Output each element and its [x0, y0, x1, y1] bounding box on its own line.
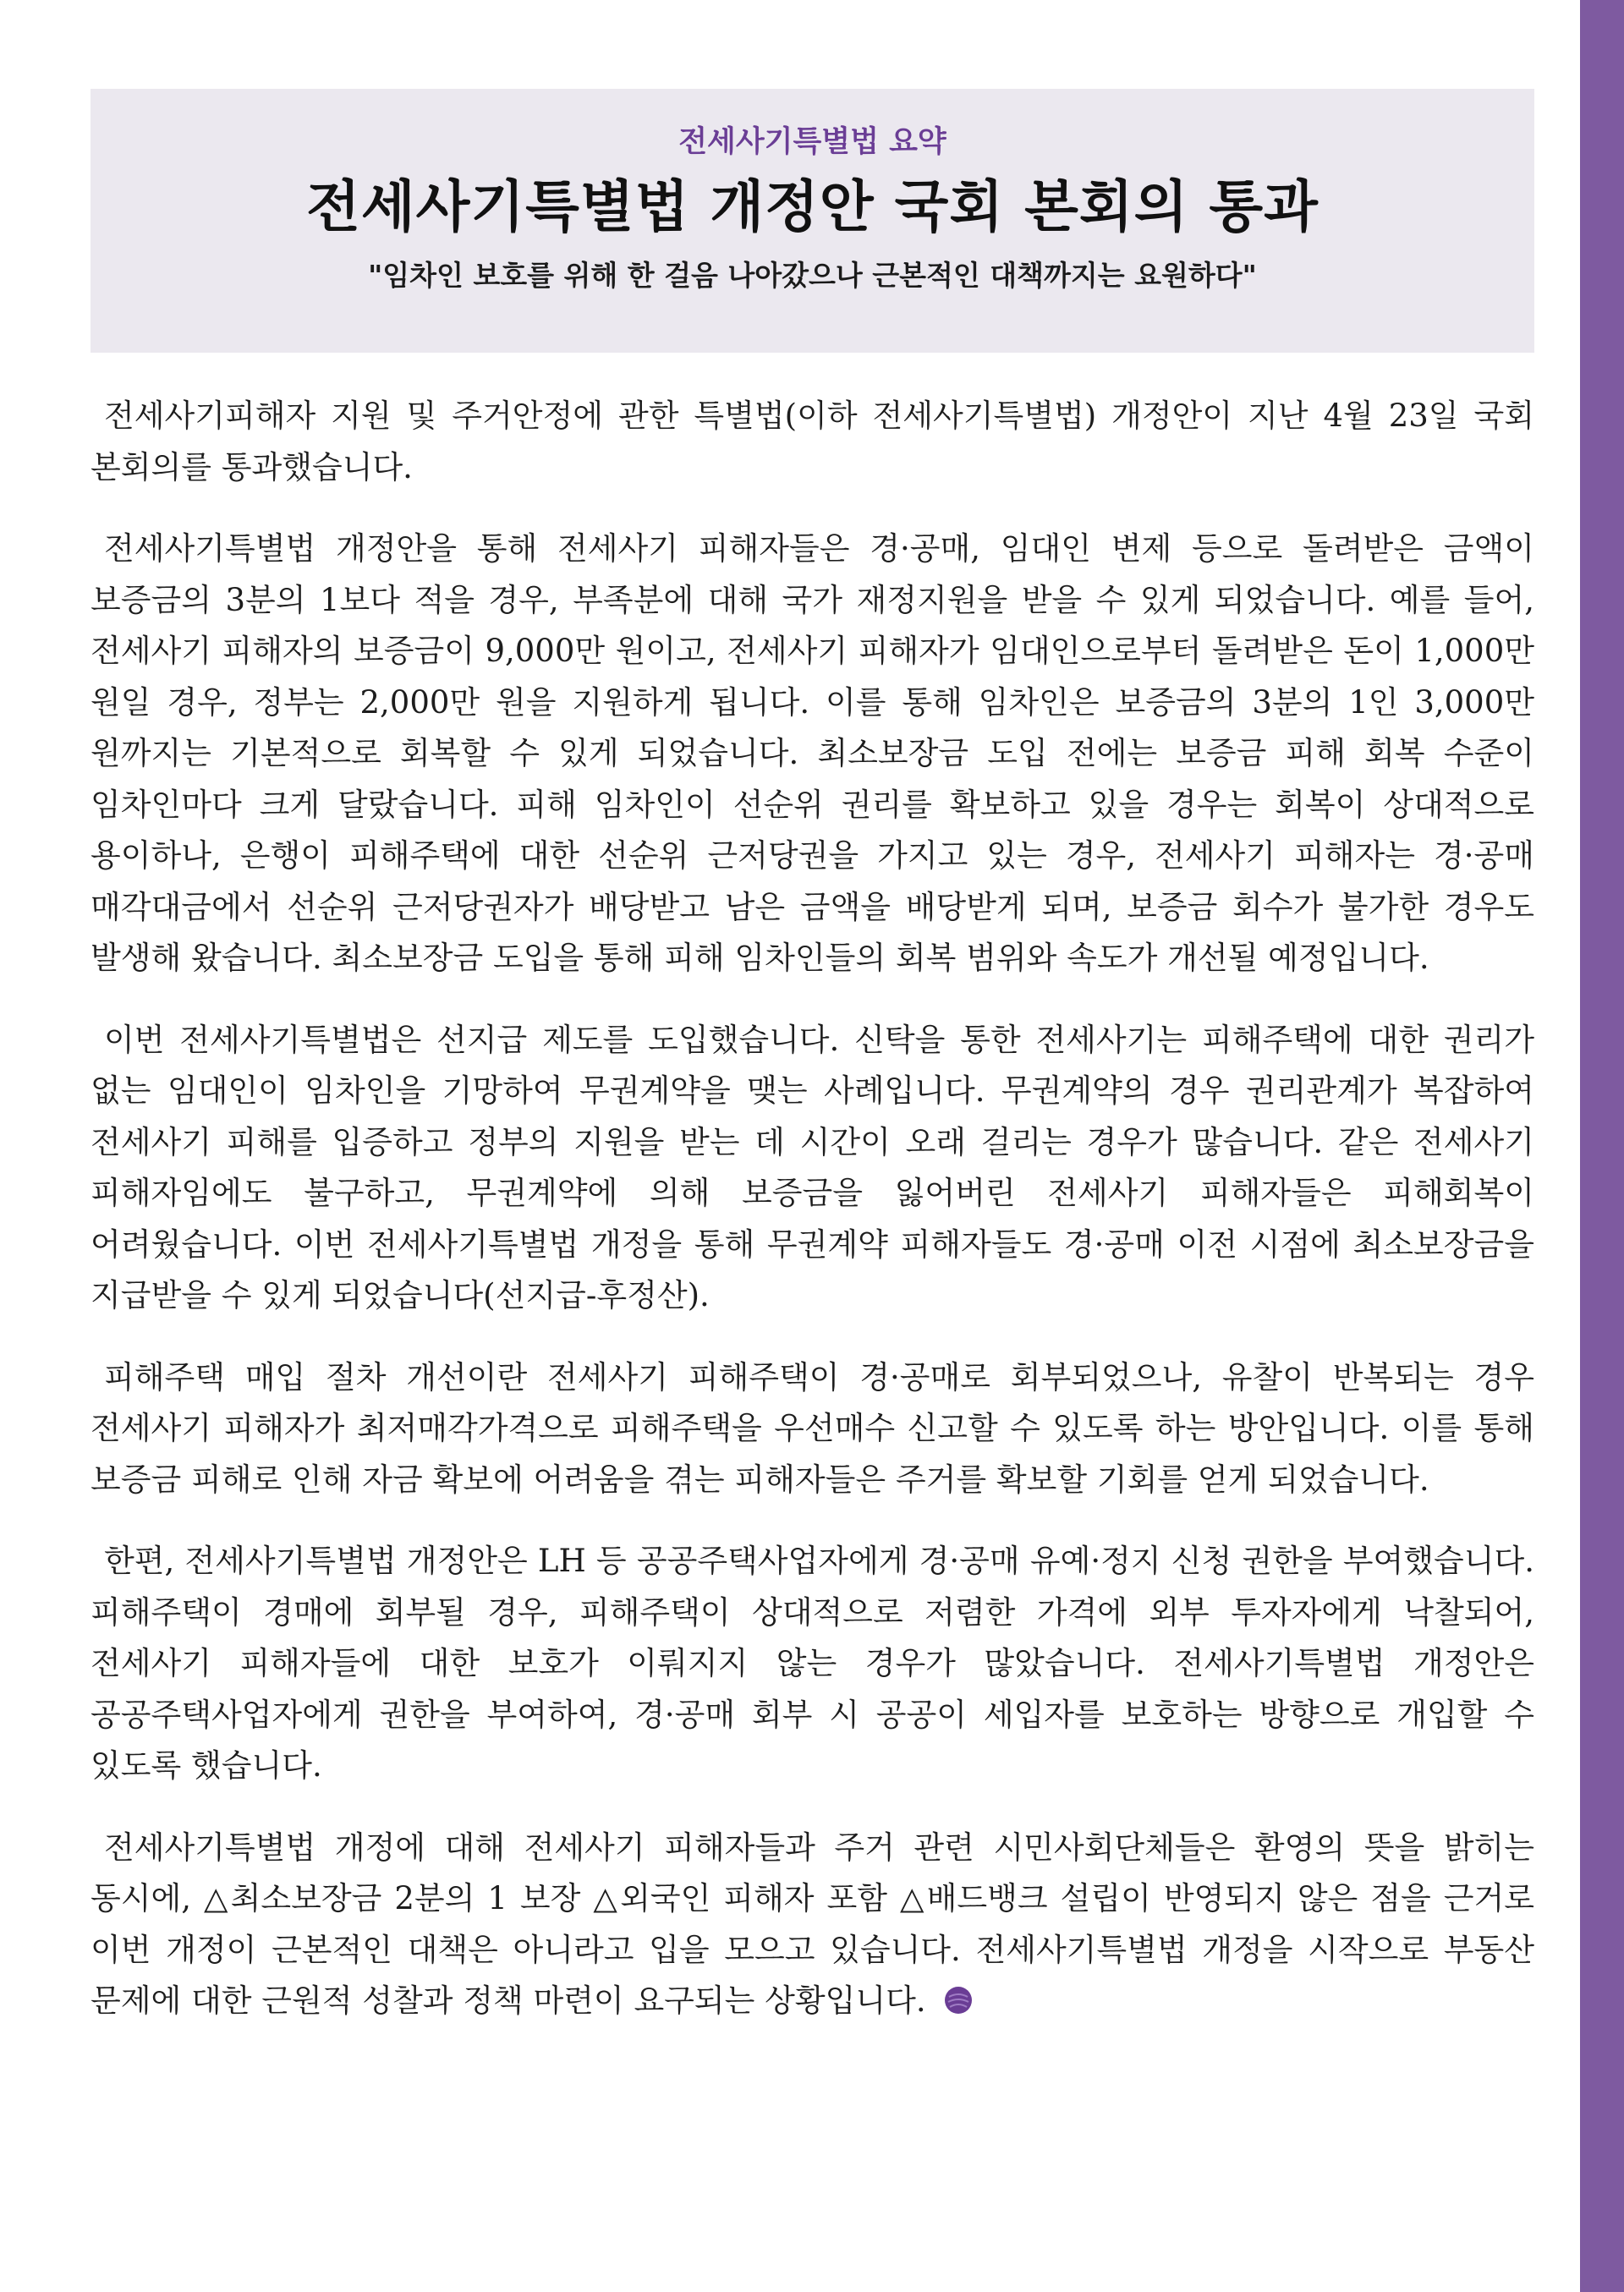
article-subtitle: "임차인 보호를 위해 한 걸음 나아갔으나 근본적인 대책까지는 요원하다": [368, 259, 1257, 292]
paragraph-3: 이번 전세사기특별법은 선지급 제도를 도입했습니다. 신탁을 통한 전세사기는 피해주택에 대한 권리가 없는 임대인이 임차인을 기망하여 무권계약을 맺는 사례입니다. 무권계약의 경우 권리관계가 복잡하여 전세사기 피해를 입증하고 정부의 지원을 받는 데 시간이 오래 걸리는 경우가 많습니다. 같은 전세사기 피해자임에도 불구하고, 무권계약에 의해 보증금을 잃어버린 전세사기 피해자들은 피해회복이 어려웠습니다. 이번 전세사기특별법 개정을 통해 무권계약 피해자들도 경·공매 이전 시점에 최소보장금을 지급받을 수 있게 되었습니다(선지급-후정산).: [91, 1021, 1534, 1313]
summary-header: [91, 89, 1534, 353]
paragraph-5: 한편, 전세사기특별법 개정안은 LH 등 공공주택사업자에게 경·공매 유예·정지 신청 권한을 부여했습니다. 피해주택이 경매에 회부될 경우, 피해주택이 상대적으로 저렴한 가격에 외부 투자자에게 낙찰되어, 전세사기 피해자들에 대한 보호가 이뤄지지 않는 경우가 많았습니다. 전세사기특별법 개정안은 공공주택사업자에게 권한을 부여하여, 경·공매 회부 시 공공이 세입자를 보호하는 방향으로 개입할 수 있도록 했습니다.: [91, 1543, 1535, 1784]
paragraph-6-text: 전세사기특별법 개정에 대해 전세사기 피해자들과 주거 관련 시민사회단체들은 환영의 뜻을 밝히는 동시에, △최소보장금 2분의 1 보장 △외국인 피해자 포함 △배드뱅크 설립이 반영되지 않은 점을 근거로 이번 개정이 근본적인 대책은 아니라고 입을 모으고 있습니다. 전세사기특별법 개정을 시작으로 부동산 문제에 대한 근원적 성찰과 정책 마련이 요구되는 상황입니다.: [91, 1829, 1534, 2019]
paragraph-4: 피해주택 매입 절차 개선이란 전세사기 피해주택이 경·공매로 회부되었으나, 유찰이 반복되는 경우 전세사기 피해자가 최저매각가격으로 피해주택을 우선매수 신고할 수 있도록 하는 방안입니다. 이를 통해 보증금 피해로 인해 자금 확보에 어려움을 겪는 피해자들은 주거를 확보할 기회를 얻게 되었습니다.: [91, 1358, 1534, 1498]
paragraph-2: 전세사기특별법 개정안을 통해 전세사기 피해자들은 경·공매, 임대인 변제 등으로 돌려받은 금액이 보증금의 3분의 1보다 적을 경우, 부족분에 대해 국가 재정지원을 받을 수 있게 되었습니다. 예를 들어, 전세사기 피해자의 보증금이 9,000만 원이고, 전세사기 피해자가 임대인으로부터 돌려받은 돈이 1,000만 원일 경우, 정부는 2,000만 원을 지원하게 됩니다. 이를 통해 임차인은 보증금의 3분의 1인 3,000만 원까지는 기본적으로 회복할 수 있게 되었습니다. 최소보장금 도입 전에는 보증금 피해 회복 수준이 임차인마다 크게 달랐습니다. 피해 임차인이 선순위 권리를 확보하고 있을 경우는 회복이 상대적으로 용이하나, 은행이 피해주택에 대한 선순위 근저당권을 가지고 있는 경우, 전세사기 피해자는 경·공매 매각대금에서 선순위 근저당권자가 배당받고 남은 금액을 배당받게 되며, 보증금 회수가 불가한 경우도 발생해 왔습니다. 최소보장금 도입을 통해 피해 임차인들의 회복 범위와 속도가 개선될 예정입니다.: [91, 530, 1535, 976]
end-mark-icon: [930, 1980, 960, 2010]
section-kicker: 전세사기특별법 요약: [678, 125, 946, 159]
article-title: 전세사기특별법 개정안 국회 본회의 통과: [306, 174, 1319, 239]
side-accent-bar: [1580, 0, 1624, 2292]
paragraph-1: 전세사기피해자 지원 및 주거안정에 관한 특별법(이하 전세사기특별법) 개정안이 지난 4월 23일 국회 본회의를 통과했습니다.: [91, 398, 1534, 485]
paragraph-6: [91, 1823, 1534, 2027]
article-body: [91, 391, 1534, 2058]
